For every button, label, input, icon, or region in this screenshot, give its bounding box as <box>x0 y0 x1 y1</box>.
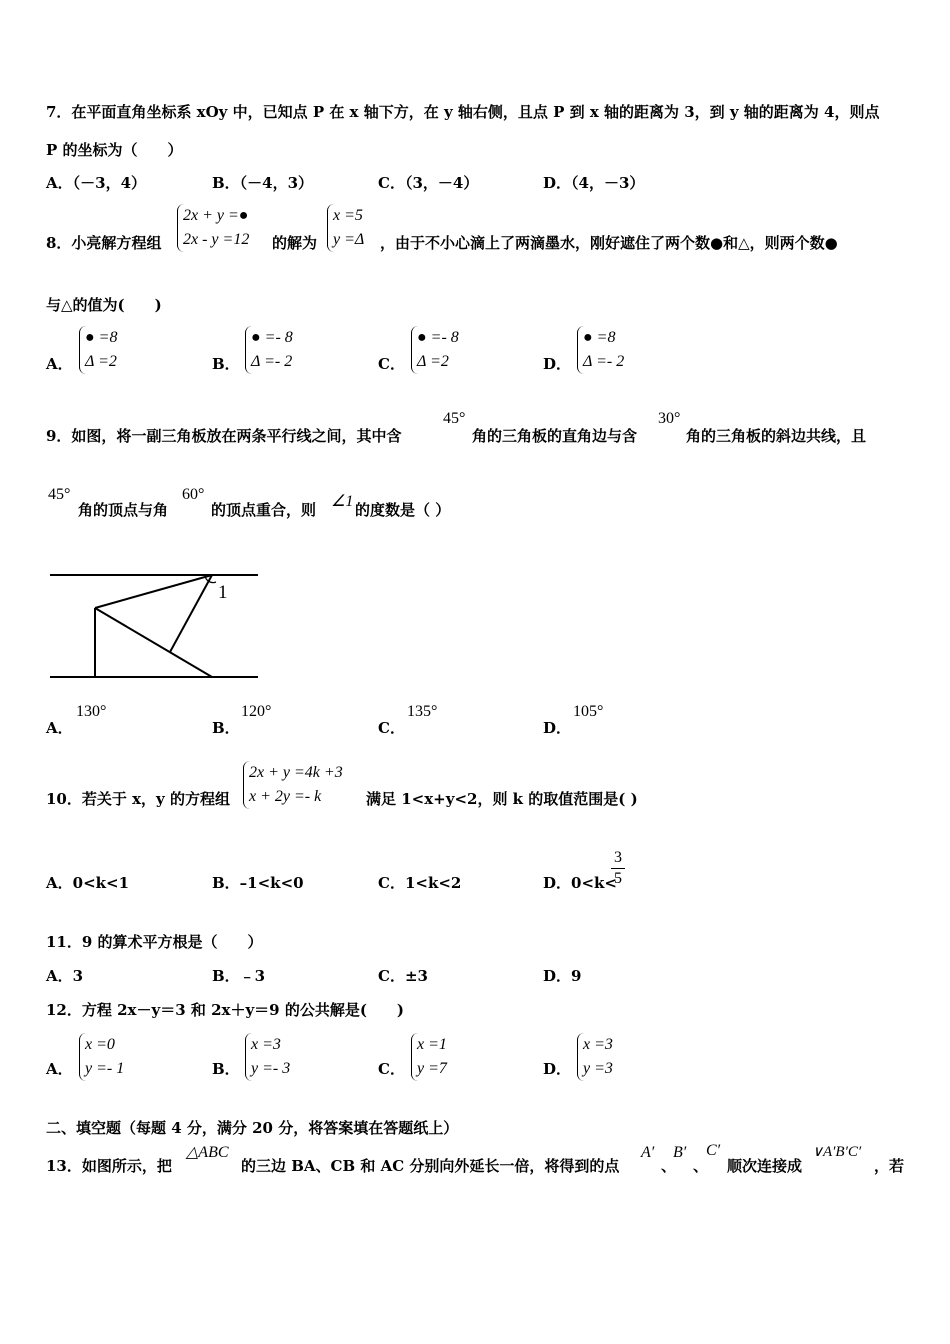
q11-option-b: B．﹣3 <box>212 967 266 985</box>
q9-label-c: C． <box>378 719 405 737</box>
q12-label-a: A． <box>46 1060 73 1078</box>
q9-angle-1: ∠1 <box>331 493 354 510</box>
q12-label-d: D． <box>543 1060 572 1078</box>
q7-option-a: A．（－3，4） <box>46 174 147 192</box>
q8-prefix: 8．小亮解方程组 <box>46 234 162 252</box>
q9-angle-30: 30° <box>658 410 681 427</box>
q9-angle-60: 60° <box>182 486 205 503</box>
q12-option-d-line2: y =3 <box>583 1060 613 1077</box>
q12-label-c: C． <box>378 1060 405 1078</box>
q13-separator-2: 、 <box>693 1157 709 1175</box>
q9-option-a: 130° <box>76 703 107 720</box>
q8-option-c-line1: ● =- 8 <box>417 329 459 346</box>
q8-label-b: B． <box>212 355 240 373</box>
q9-option-d: 105° <box>573 703 604 720</box>
q13-point-b: B′ <box>673 1144 687 1161</box>
q9-text-part6: 的度数是（ ） <box>355 501 451 519</box>
q11-text: 11．9 的算术平方根是（ ） <box>46 933 263 951</box>
q12-option-c-line1: x =1 <box>417 1036 447 1053</box>
q10-option-c: C．1<k<2 <box>378 874 462 892</box>
q7-option-c: C．（3，－4） <box>378 174 479 192</box>
q8-option-a-line1: ● =8 <box>85 329 118 346</box>
q9-text-part5: 的顶点重合，则 <box>211 501 317 519</box>
q8-text-line2: 与△的值为( ) <box>46 296 162 314</box>
q7-text-line2: P 的坐标为（ ） <box>46 141 183 159</box>
q9-label-b: B． <box>212 719 240 737</box>
q7-option-d: D．（4，－3） <box>543 174 645 192</box>
q9-text-part4: 角的顶点与角 <box>78 501 169 519</box>
q9-figure <box>40 563 300 693</box>
q8-eq2: 2x - y =12 <box>183 231 250 248</box>
q11-option-d: D．9 <box>543 967 582 985</box>
q12-option-c-line2: y =7 <box>417 1060 447 1077</box>
q10-prefix: 10．若关于 x，y 的方程组 <box>46 790 230 808</box>
q8-option-b-line1: ● =- 8 <box>251 329 293 346</box>
section2-title: 二、填空题（每题 4 分，满分 20 分，将答案填在答题纸上） <box>46 1119 459 1137</box>
q8-option-a-line2: Δ =2 <box>85 353 117 370</box>
q12-option-b-line1: x =3 <box>251 1036 281 1053</box>
q12-option-d <box>577 1033 613 1081</box>
q8-option-d-line1: ● =8 <box>583 329 616 346</box>
q10-fraction-denominator: 5 <box>614 870 622 887</box>
q7-option-b: B．（－4，3） <box>212 174 314 192</box>
q9-triangle-edge <box>170 575 212 652</box>
q8-sol2: y =Δ <box>333 231 365 248</box>
q10-option-b: B．–1<k<0 <box>212 874 304 892</box>
q8-equation-system <box>177 204 249 252</box>
q10-eq1: 2x + y =4k +3 <box>249 764 343 781</box>
q9-angle-45: 45° <box>443 410 466 427</box>
q10-equation-system <box>243 761 343 809</box>
q9-triangle-edge <box>95 608 212 677</box>
q11-option-a: A．3 <box>46 967 84 985</box>
q9-label-a: A． <box>46 719 73 737</box>
q8-eq1: 2x + y =● <box>183 207 249 224</box>
q12-option-a-line2: y =- 1 <box>85 1060 125 1077</box>
q10-eq2: x + 2y =- k <box>249 788 322 805</box>
q9-option-c: 135° <box>407 703 438 720</box>
q9-figure-label: 1 <box>218 582 228 603</box>
q12-text: 12．方程 2x－y＝3 和 2x＋y＝9 的公共解是( ) <box>46 1001 405 1019</box>
q9-triangle-edge <box>95 575 212 608</box>
q8-mid: 的解为 <box>272 234 318 252</box>
q8-label-a: A． <box>46 355 73 373</box>
q8-option-d <box>577 326 624 374</box>
q12-label-b: B． <box>212 1060 240 1078</box>
q10-option-d: D．0<k< <box>543 874 617 892</box>
q13-text-part3: 顺次连接成 <box>727 1157 803 1175</box>
q8-sol1: x =5 <box>333 207 363 224</box>
q8-label-c: C． <box>378 355 405 373</box>
q9-text-part2: 角的三角板的直角边与含 <box>472 427 638 445</box>
q13-point-a: A′ <box>641 1144 655 1161</box>
q8-option-b <box>245 326 293 374</box>
q9-option-b: 120° <box>241 703 272 720</box>
q10-fraction-numerator: 3 <box>611 848 625 869</box>
q8-solution-system <box>327 204 364 252</box>
q12-option-a <box>79 1033 124 1081</box>
q12-option-b <box>245 1033 290 1081</box>
q11-option-c: C．±3 <box>378 967 428 985</box>
q8-option-b-line2: Δ =- 2 <box>251 353 293 370</box>
q12-option-b-line2: y =- 3 <box>251 1060 291 1077</box>
q12-option-d-line1: x =3 <box>583 1036 613 1053</box>
q10-suffix: 满足 1<x+y<2，则 k 的取值范围是( ) <box>366 790 638 808</box>
q13-triangle-abc-prime: ∨A′B′C′ <box>812 1144 862 1160</box>
q8-option-d-line2: Δ =- 2 <box>583 353 625 370</box>
q9-angle-45b: 45° <box>48 486 71 503</box>
q9-text-part3: 角的三角板的斜边共线，且 <box>686 427 867 445</box>
q13-prefix: 13．如图所示，把 <box>46 1157 172 1175</box>
q12-option-c <box>411 1033 447 1081</box>
q13-triangle-abc: △ABC <box>186 1144 229 1161</box>
q13-separator-1: 、 <box>661 1157 677 1175</box>
q8-option-c <box>411 326 459 374</box>
q8-suffix: ，由于不小心滴上了两滴墨水，刚好遮住了两个数●和△，则两个数● <box>380 234 838 252</box>
q7-text-line1: 7．在平面直角坐标系 xOy 中，已知点 P 在 x 轴下方，在 y 轴右侧，且点 P 到 x 轴的距离为 3，到 y 轴的距离为 4，则点 <box>46 103 880 121</box>
q13-point-c: C′ <box>706 1142 721 1159</box>
q13-text-part4: ，若 <box>874 1157 905 1175</box>
q10-option-a: A．0<k<1 <box>46 874 130 892</box>
q8-option-c-line2: Δ =2 <box>417 353 449 370</box>
q10-fraction <box>611 848 625 889</box>
q8-option-a <box>79 326 117 374</box>
q9-text-part1: 9．如图，将一副三角板放在两条平行线之间，其中含 <box>46 427 402 445</box>
q12-option-a-line1: x =0 <box>85 1036 115 1053</box>
q8-label-d: D． <box>543 355 572 373</box>
q9-label-d: D． <box>543 719 572 737</box>
q13-text-part2: 的三边 BA、CB 和 AC 分别向外延长一倍，将得到的点 <box>241 1157 620 1175</box>
